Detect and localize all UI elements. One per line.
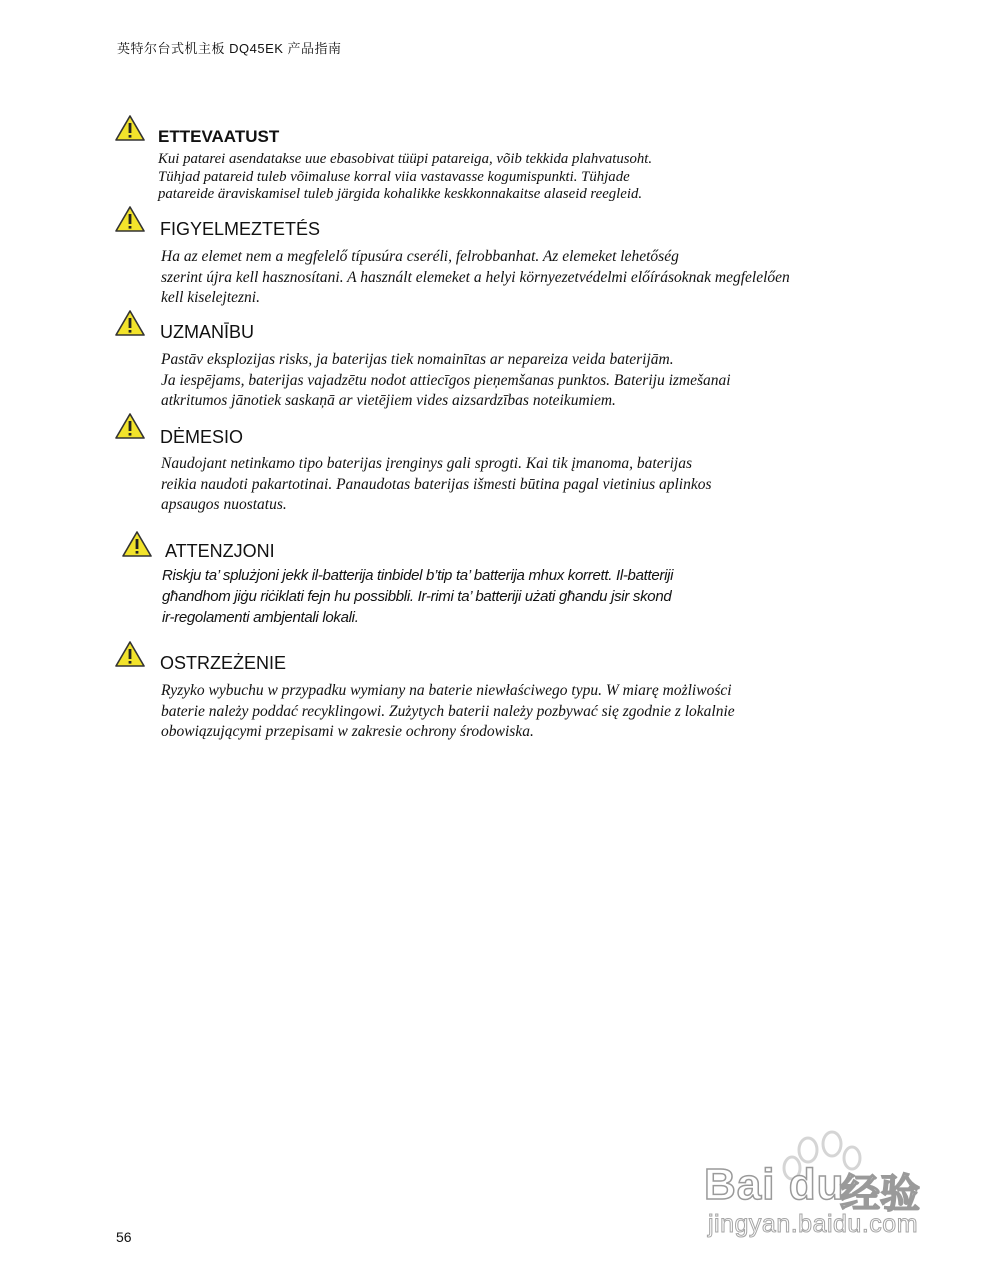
watermark-cn: 经验 bbox=[840, 1172, 920, 1216]
warning-title-polish: OSTRZEŻENIE bbox=[160, 653, 287, 673]
warning-body-maltese: Riskju ta’ splużjoni jekk il-batterija tinbidel b’tip ta’ batterija mhux korrett. Il-batteriji għandhom jiġu riċiklati fejn hu possibbli. Ir-rimi ta’ batteriji użati għandu jsir skond ir-regolamenti ambjentali lokali. bbox=[162, 567, 674, 626]
page-header: 英特尔台式机主板 DQ45EK 产品指南 bbox=[117, 41, 342, 56]
warning-body-latvian: Pastāv eksplozijas risks, ja baterijas tiek nomainītas ar nepareiza veida baterijām. Ja iespējams, baterijas vajadzētu nodot attiecīgos pieņemšanas punktos. Bateriju izmešanai atkritumos jānotiek saskaņā ar vietējiem vides aizsardzības noteikumiem. bbox=[161, 351, 731, 409]
warning-triangle-icon bbox=[121, 530, 153, 558]
warning-title-lithuanian: DĖMESIO bbox=[160, 427, 244, 447]
warning-body-estonian: Kui patarei asendatakse uue ebasobivat tüüpi patareiga, võib tekkida plahvatusoht. Tühjad patareid tuleb võimaluse korral viia vastavasse kogumispunkti. Tühjade patareide äraviskamisel tuleb järgida kohalikke keskkonnakaitse alaseid reegleid. bbox=[158, 151, 653, 202]
warning-triangle-icon bbox=[114, 640, 146, 668]
warning-triangle-icon bbox=[114, 205, 146, 233]
warning-triangle-icon bbox=[114, 309, 146, 337]
warning-triangle-icon bbox=[114, 412, 146, 440]
warning-title-maltese: ATTENZJONI bbox=[165, 541, 275, 561]
warning-title-latvian: UZMANĪBU bbox=[160, 322, 254, 342]
page-number: 56 bbox=[116, 1229, 132, 1245]
warning-body-lithuanian: Naudojant netinkamo tipo baterijas įrenginys gali sprogti. Kai tik įmanoma, baterijas reikia naudoti pakartotinai. Panaudotas baterijas išmesti būtina pagal vietinius aplinkos apsaugos nuostatus. bbox=[161, 455, 712, 513]
warning-body-polish: Ryzyko wybuchu w przypadku wymiany na baterie niewłaściwego typu. W miarę możliwości baterie należy poddać recyklingowi. Zużytych baterii należy pozbywać się zgodnie z lokalnie obowiązującymi przepisami w zakresie ochrony środowiska. bbox=[161, 682, 735, 740]
warning-body-hungarian: Ha az elemet nem a megfelelő típusúra cseréli, felrobbanhat. Az elemeket lehetőség szerint újra kell hasznosítani. A használt elemeket a helyi környezetvédelmi előírásoknak megfelelően kell kiselejtezni. bbox=[161, 248, 790, 306]
warning-triangle-icon bbox=[114, 114, 146, 142]
watermark-brand: Bai du bbox=[704, 1160, 845, 1209]
warning-title-hungarian: FIGYELMEZTETÉS bbox=[160, 219, 321, 239]
warning-title-estonian: ETTEVAATUST bbox=[158, 127, 280, 146]
watermark-url: jingyan.baidu.com bbox=[708, 1210, 919, 1238]
